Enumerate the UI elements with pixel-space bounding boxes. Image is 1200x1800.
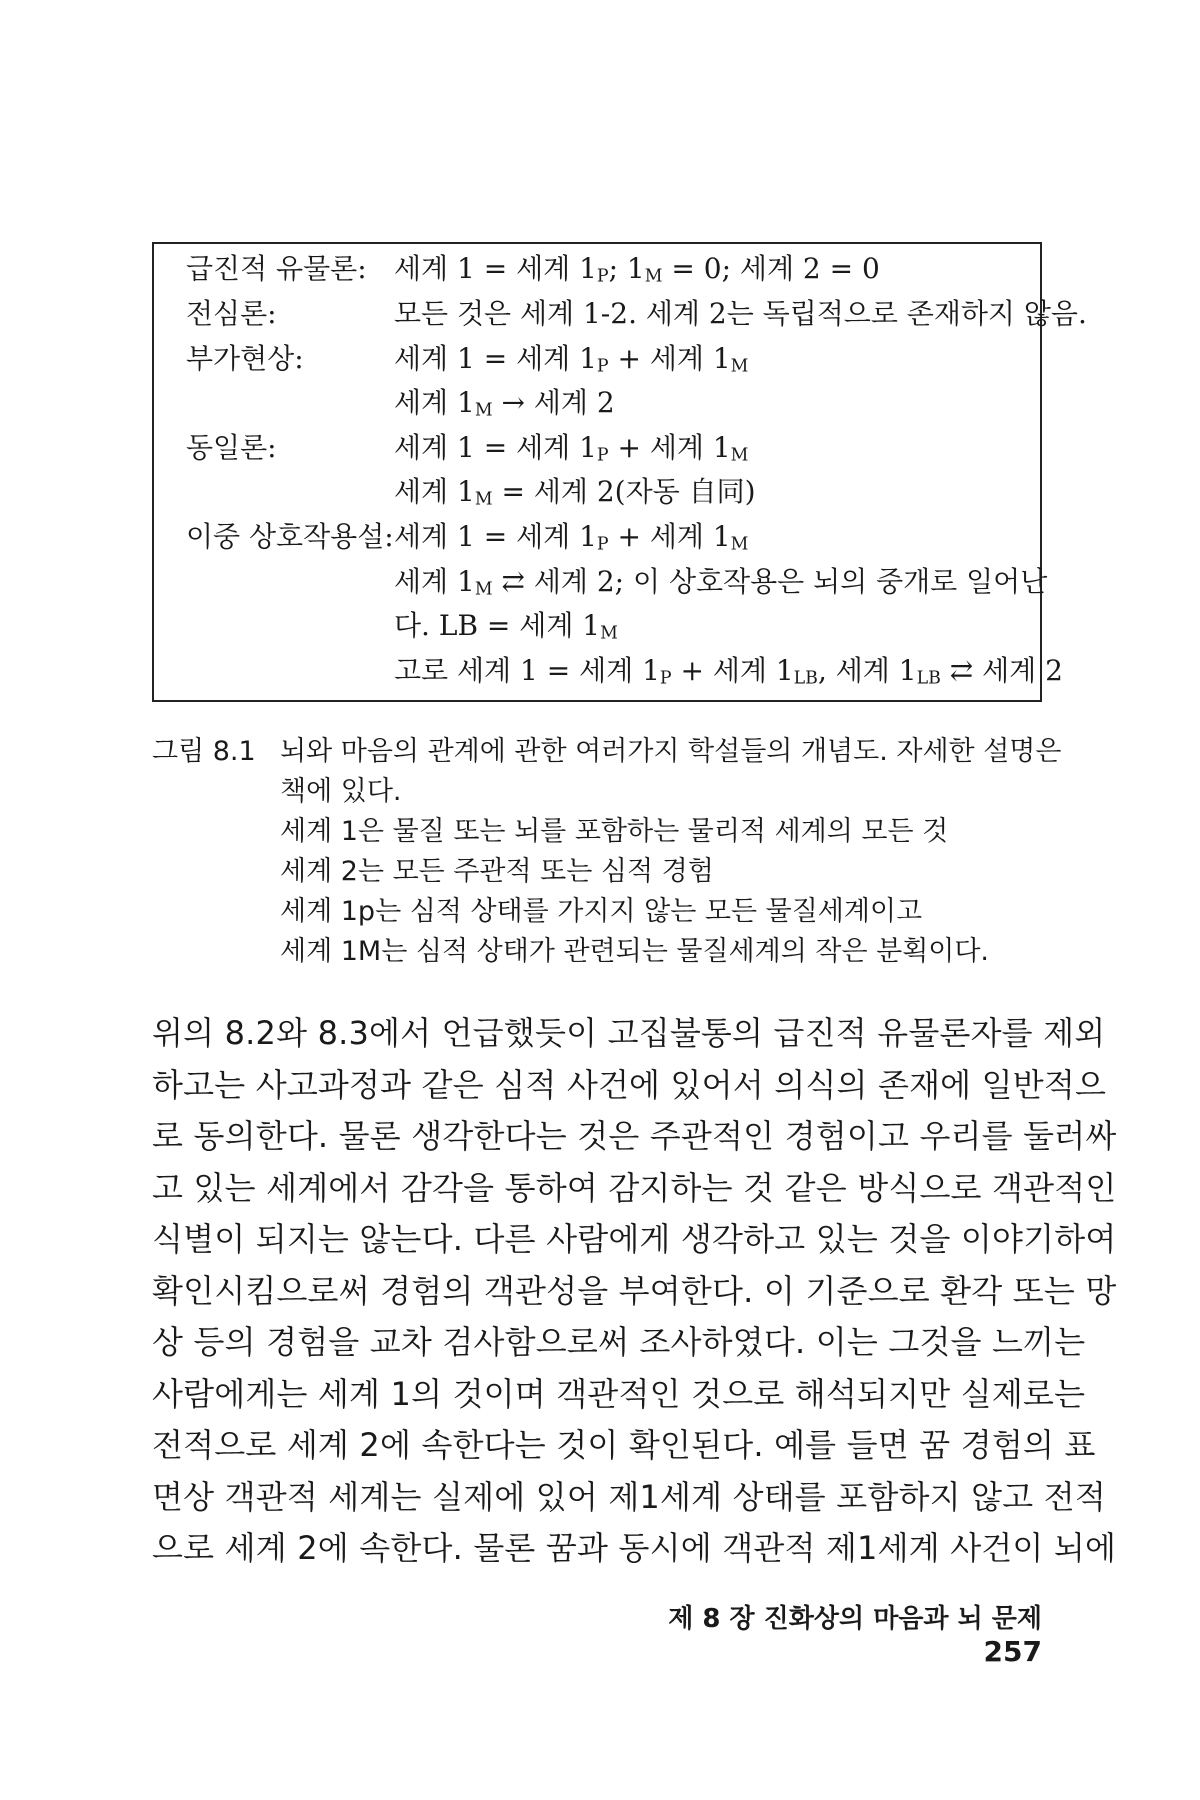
page-footer xyxy=(600,1598,1042,1668)
theory-name: 전심론: xyxy=(186,297,277,330)
body-paragraph xyxy=(152,1008,1117,1575)
caption-line: 세계 1p는 심적 상태를 가지지 않는 모든 물질세계이고 xyxy=(280,896,923,927)
chapter-title: 제 8 장 진화상의 마음과 뇌 문제 xyxy=(668,1604,1042,1634)
caption-line: 뇌와 마음의 관계에 관한 여러가지 학설들의 개념도. 자세한 설명은 xyxy=(280,736,1062,767)
paragraph-line: 전적으로 세계 2에 속한다는 것이 확인된다. 예를 들면 꿈 경험의 표 xyxy=(152,1426,1096,1464)
theory-formula: 세계 1 = 세계 $1_P$ + 세계 $1_M$ xyxy=(394,342,749,377)
theory-formula: 고로 세계 1 = 세계 $1_P$ + 세계 $1_{LB}$, 세계 $1_{LB}$ ⇄ 세계 2 xyxy=(394,654,1063,689)
paragraph-line: 하고는 사고과정과 같은 심적 사건에 있어서 의식의 존재에 일반적으 xyxy=(152,1065,1107,1104)
theory-formula: 세계 $1_M$ → 세계 2 xyxy=(394,386,615,421)
paragraph-line: 위의 8.2와 8.3에서 언급했듯이 고집불통의 급진적 유물론자를 제외 xyxy=(152,1014,1106,1052)
caption-line: 세계 1은 물질 또는 뇌를 포함하는 물리적 세계의 모든 것 xyxy=(280,816,949,847)
paragraph-line: 사람에게는 세계 1의 것이며 객관적인 것으로 해석되지만 실제로는 xyxy=(152,1374,1086,1413)
page-number: 257 xyxy=(983,1635,1042,1668)
theory-name: 이중 상호작용설: xyxy=(186,520,394,553)
theory-formula: 모든 것은 세계 1-2. 세계 2는 독립적으로 존재하지 않음. xyxy=(394,297,1087,330)
paragraph-line: 면상 객관적 세계는 실제에 있어 제1세계 상태를 포함하지 않고 전적 xyxy=(152,1477,1106,1516)
theory-formula: 세계 1 = 세계 $1_P$ + 세계 $1_M$ xyxy=(394,431,749,466)
caption-line: 세계 1M는 심적 상태가 관련되는 물질세계의 작은 분획이다. xyxy=(280,936,990,967)
paragraph-line: 으로 세계 2에 속한다. 물론 꿈과 동시에 객관적 제1세계 사건이 뇌에 xyxy=(152,1529,1117,1567)
theories-table xyxy=(152,242,1087,702)
theory-formula: 세계 $1_M$ = 세계 2(자동 自同) xyxy=(394,475,756,510)
caption-line: 책에 있다. xyxy=(280,776,402,807)
paragraph-line: 확인시킴으로써 경험의 객관성을 부여한다. 이 기준으로 환각 또는 망 xyxy=(152,1271,1117,1310)
paragraph-line: 로 동의한다. 물론 생각한다는 것은 주관적인 경험이고 우리를 둘러싸 xyxy=(152,1117,1117,1155)
caption-line: 세계 2는 모든 주관적 또는 심적 경험 xyxy=(280,856,714,887)
theory-formula: 세계 $1_M$ ⇄ 세계 2; 이 상호작용은 뇌의 중개로 일어난 xyxy=(394,565,1048,600)
figure-label: 그림 8.1 xyxy=(152,736,256,767)
theory-formula: 다. LB = 세계 $1_M$ xyxy=(394,609,618,644)
paragraph-line: 상 등의 경험을 교차 검사함으로써 조사하였다. 이는 그것을 느끼는 xyxy=(152,1323,1086,1361)
theory-name: 동일론: xyxy=(186,431,277,464)
paragraph-line: 고 있는 세계에서 감각을 통하여 감지하는 것 같은 방식으로 객관적인 xyxy=(152,1168,1117,1207)
theory-formula: 세계 1 = 세계 $1_P$; $1_M = 0$; 세계 2 = 0 xyxy=(394,252,880,287)
theory-name: 급진적 유물론: xyxy=(186,252,367,285)
paragraph-line: 식별이 되지는 않는다. 다른 사람에게 생각하고 있는 것을 이야기하여 xyxy=(152,1220,1117,1258)
caption-body xyxy=(280,732,1062,972)
theory-name: 부가현상: xyxy=(186,342,304,375)
theory-formula: 세계 1 = 세계 $1_P$ + 세계 $1_M$ xyxy=(394,520,749,555)
